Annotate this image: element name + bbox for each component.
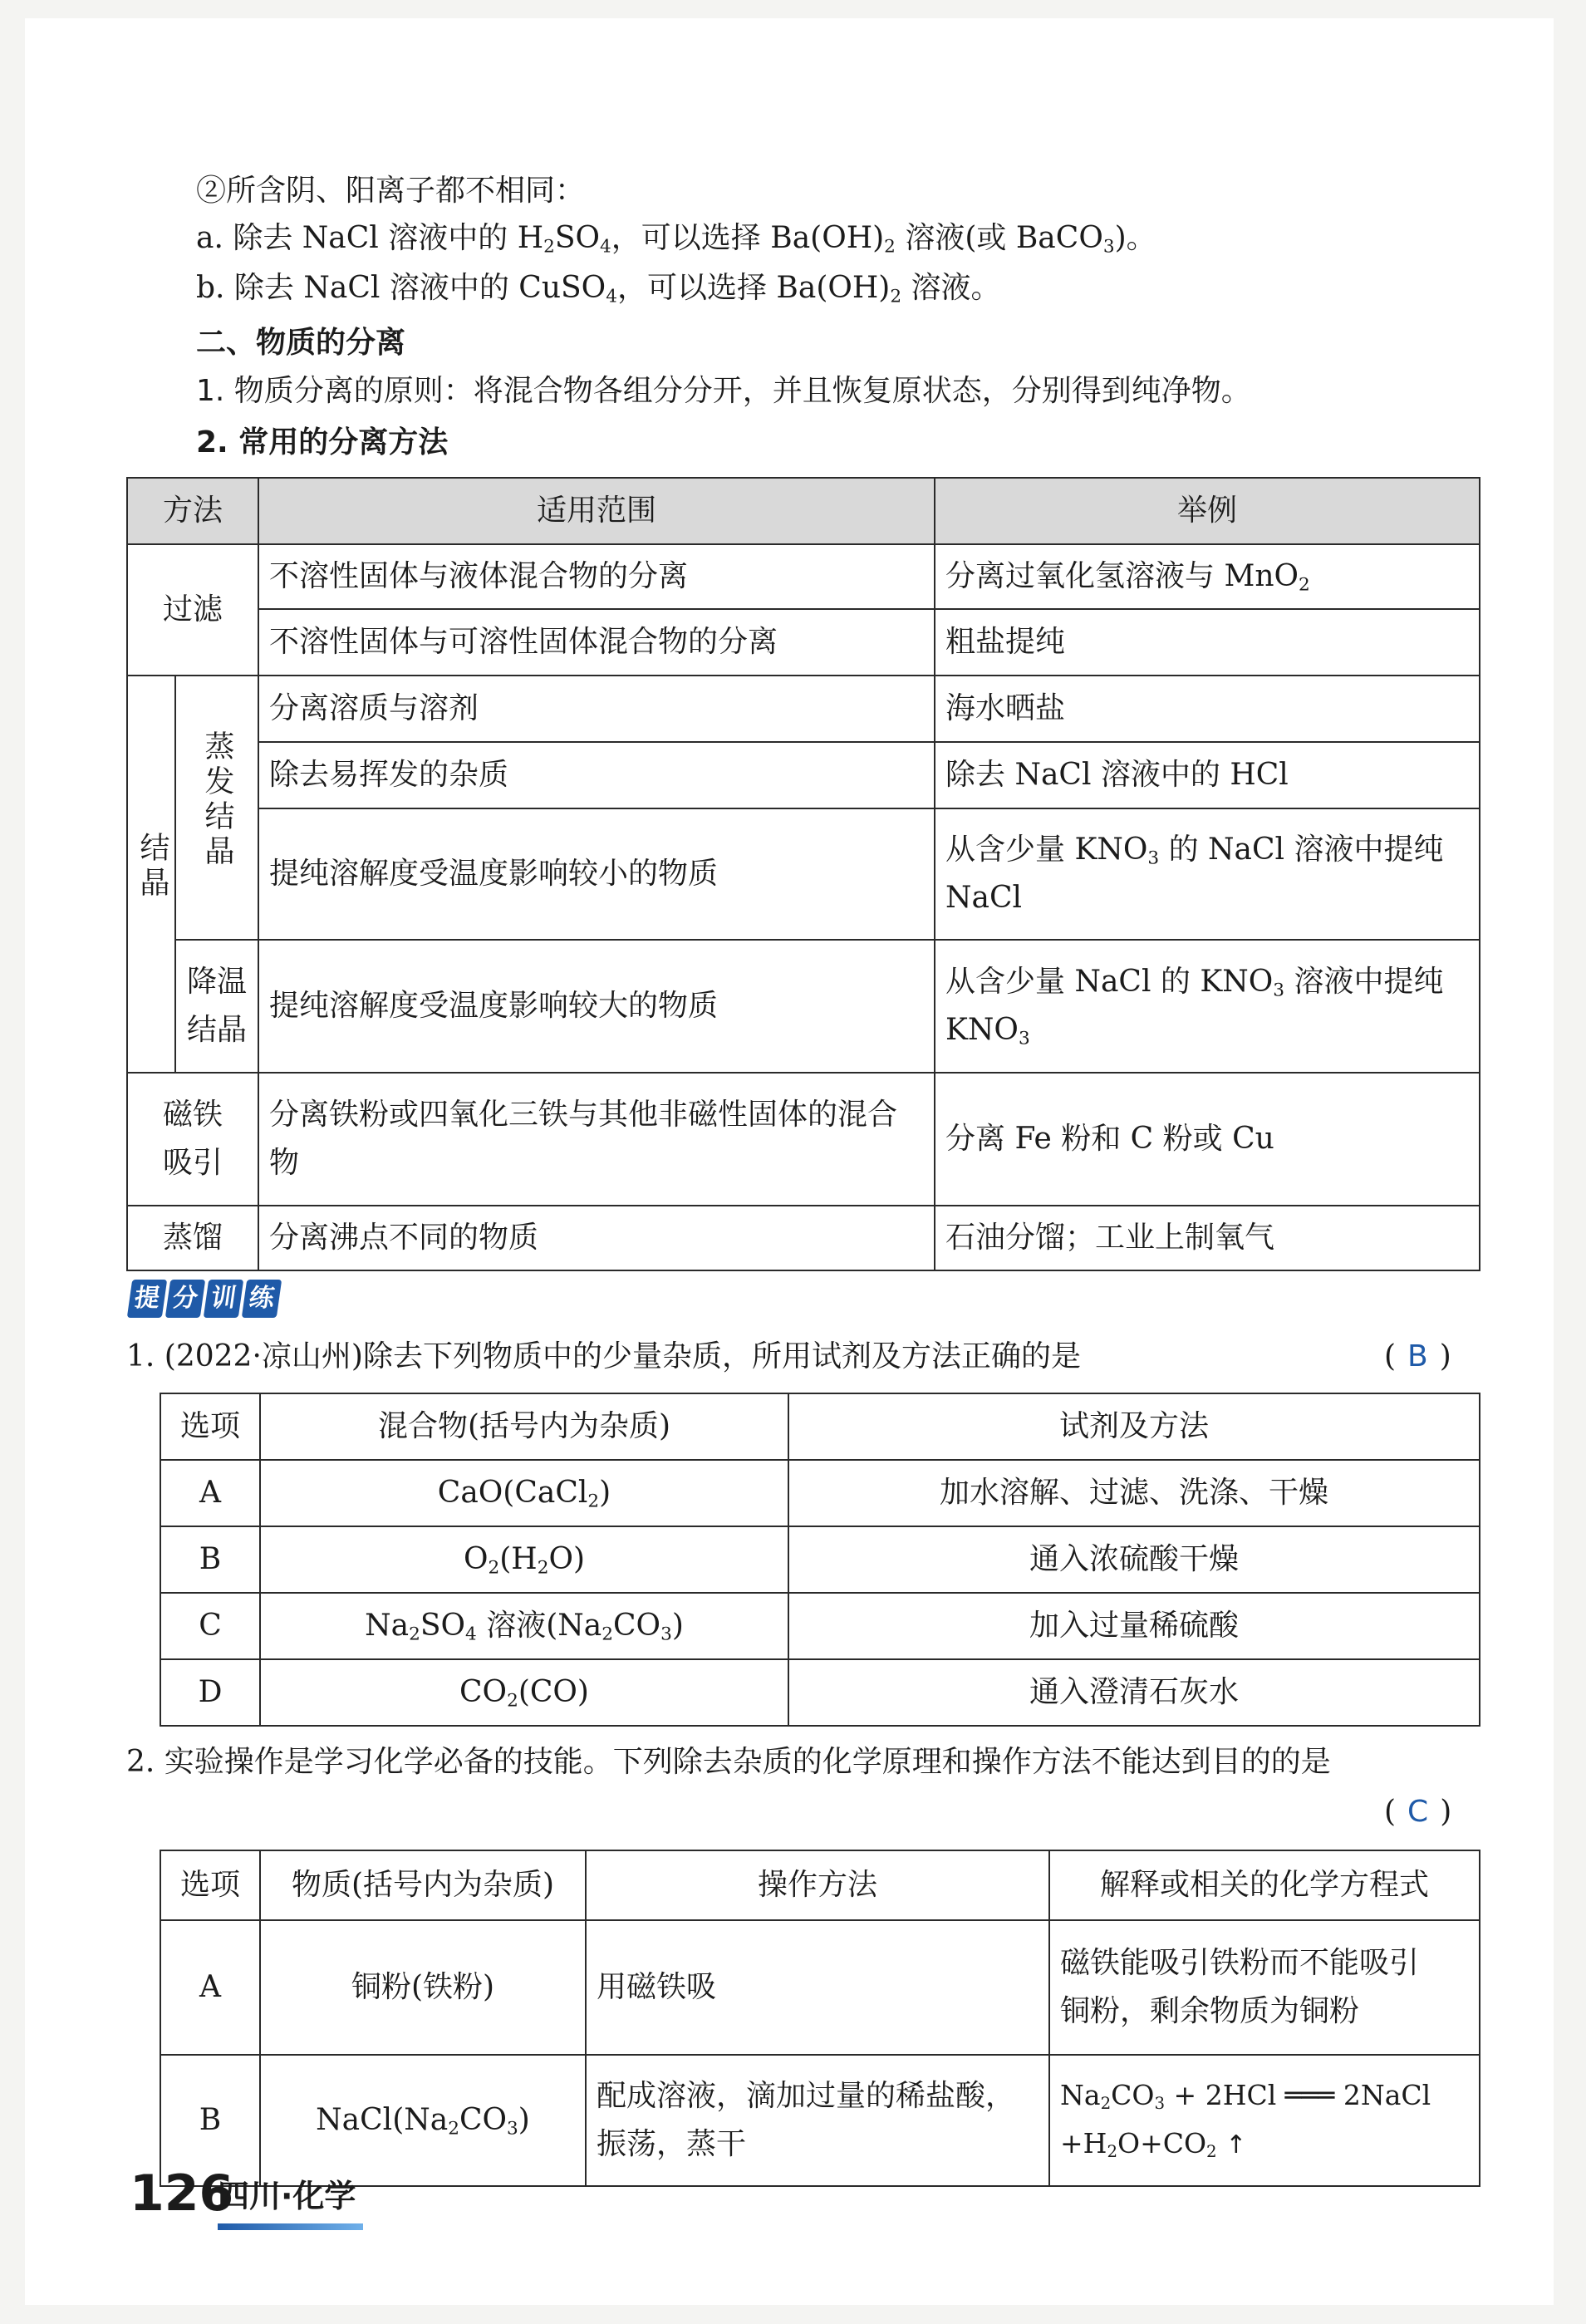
methods-title: 2. 常用的分离方法 <box>196 425 449 459</box>
mixture-cell: CaO(CaCl$_2$) <box>260 1460 788 1526</box>
method-magnetic: 磁铁吸引 <box>127 1073 258 1206</box>
table-row <box>127 1073 1480 1206</box>
header-option: 选项 <box>160 1393 260 1460</box>
table-header-row <box>127 478 1480 544</box>
option-cell: C <box>160 1593 260 1659</box>
badge-char: 训 <box>204 1280 243 1318</box>
arrow-up-icon: ↑ <box>1225 2130 1247 2159</box>
method-cell: 通入澄清石灰水 <box>788 1659 1480 1726</box>
question-1-text: 1. (2022·凉山州)除去下列物质中的少量杂质，所用试剂及方法正确的是 <box>126 1339 1081 1373</box>
header-method: 方法 <box>127 478 258 544</box>
example-cell: 除去 NaCl 溶液中的 HCl <box>935 742 1480 808</box>
table-header-row <box>160 1393 1480 1460</box>
example-cell: 分离过氧化氢溶液与 MnO$_2$ <box>935 544 1480 609</box>
question-2-text: 2. 实验操作是学习化学必备的技能。下列除去杂质的化学原理和操作方法不能达到目的的是 <box>126 1745 1331 1779</box>
header-explanation: 解释或相关的化学方程式 <box>1049 1850 1480 1920</box>
explanation-cell: 磁铁能吸引铁粉而不能吸引 铜粉，剩余物质为铜粉 <box>1049 1920 1480 2055</box>
table-row <box>127 940 1480 1073</box>
header-scope: 适用范围 <box>258 478 935 544</box>
operation-cell: 用磁铁吸 <box>586 1920 1049 2055</box>
method-cooling-crystallization: 降温结晶 <box>175 940 258 1073</box>
intro-line-b: b. 除去 NaCl 溶液中的 CuSO$_4$，可以选择 $Ba(OH)_2$ 溶液。 <box>196 271 1001 307</box>
section-title: 二、物质的分离 <box>196 326 406 360</box>
footer-underline <box>218 2223 363 2230</box>
method-filtration: 过滤 <box>127 544 258 676</box>
question-1-rows <box>160 1460 1480 1726</box>
example-cell: 分离 Fe 粉和 C 粉或 Cu <box>935 1073 1480 1206</box>
table-row <box>160 1460 1480 1526</box>
intro-line-a: a. 除去 NaCl 溶液中的 $H_2SO_4$，可以选择 $Ba(OH)_2$ 溶液(或 BaCO$_3$)。 <box>196 221 1156 258</box>
option-cell: A <box>160 1460 260 1526</box>
scope-cell: 分离铁粉或四氧化三铁与其他非磁性固体的混合物 <box>258 1073 935 1206</box>
scope-cell: 不溶性固体与可溶性固体混合物的分离 <box>258 609 935 676</box>
table-row <box>160 2055 1480 2186</box>
table-row <box>127 544 1480 609</box>
example-cell: 从含少量 $KNO_3$ 的 NaCl 溶液中提纯 NaCl <box>935 808 1480 940</box>
scope-cell: 提纯溶解度受温度影响较大的物质 <box>258 940 935 1073</box>
separation-methods-table <box>126 477 1480 1271</box>
separation-principle: 1. 物质分离的原则：将混合物各组分分开，并且恢复原状态，分别得到纯净物。 <box>196 374 1251 408</box>
method-distillation: 蒸馏 <box>127 1206 258 1270</box>
mixture-cell: $Na_2SO_4$ 溶液$(Na_2CO_3)$ <box>260 1593 788 1659</box>
method-cell: 通入浓硫酸干燥 <box>788 1526 1480 1593</box>
header-option: 选项 <box>160 1850 260 1920</box>
example-cell: 石油分馏；工业上制氧气 <box>935 1206 1480 1270</box>
scope-cell: 分离溶质与溶剂 <box>258 676 935 742</box>
scope-cell: 提纯溶解度受温度影响较小的物质 <box>258 808 935 940</box>
header-example: 举例 <box>935 478 1480 544</box>
practice-badge <box>130 1280 279 1321</box>
scope-cell: 除去易挥发的杂质 <box>258 742 935 808</box>
table-row <box>127 609 1480 676</box>
example-cell: 从含少量 NaCl 的 $KNO_3$ 溶液中提纯 $KNO_3$ <box>935 940 1480 1073</box>
scope-cell: 不溶性固体与液体混合物的分离 <box>258 544 935 609</box>
table-row <box>127 742 1480 808</box>
mixture-cell: $CO_2(CO)$ <box>260 1659 788 1726</box>
example-cell: 粗盐提纯 <box>935 609 1480 676</box>
table-row <box>160 1659 1480 1726</box>
table-row <box>160 1920 1480 2055</box>
intro-item2: ②所含阴、阳离子都不相同： <box>196 174 586 208</box>
header-substance: 物质(括号内为杂质) <box>260 1850 586 1920</box>
substance-cell: 铜粉(铁粉) <box>260 1920 586 2055</box>
table-row <box>127 676 1480 742</box>
badge-char: 分 <box>165 1280 205 1318</box>
badge-char: 提 <box>127 1280 167 1318</box>
option-cell: A <box>160 1920 260 2055</box>
header-mixture: 混合物(括号内为杂质) <box>260 1393 788 1460</box>
method-crystallization: 结晶 <box>127 676 175 1073</box>
operation-cell: 配成溶液，滴加过量的稀盐酸， 振荡，蒸干 <box>586 2055 1049 2186</box>
substance-cell: $NaCl(Na_2CO_3)$ <box>260 2055 586 2186</box>
question-1-answer: ( B ) <box>1384 1339 1451 1373</box>
table-row <box>160 1526 1480 1593</box>
header-method: 试剂及方法 <box>788 1393 1480 1460</box>
question-2-answer: ( C ) <box>1384 1795 1452 1829</box>
question-1-table <box>160 1393 1480 1727</box>
method-evaporation-crystallization: 蒸发结晶 <box>175 676 258 940</box>
option-cell: D <box>160 1659 260 1726</box>
explanation-cell: $Na_2CO_3 + 2HCl$ ═══ 2NaCl $+H_2O+CO_2$ ↑ <box>1049 2055 1480 2186</box>
header-operation: 操作方法 <box>586 1850 1049 1920</box>
mixture-cell: $O_2(H_2O)$ <box>260 1526 788 1593</box>
method-cell: 加水溶解、过滤、洗涤、干燥 <box>788 1460 1480 1526</box>
badge-char: 练 <box>242 1280 282 1318</box>
scope-cell: 分离沸点不同的物质 <box>258 1206 935 1270</box>
page-number: 126 <box>130 2164 234 2223</box>
table-row <box>127 808 1480 940</box>
table-row <box>160 1593 1480 1659</box>
question-2-table <box>160 1850 1480 2187</box>
footer-label: 四川·化学 <box>218 2178 356 2214</box>
option-cell: B <box>160 2055 260 2186</box>
option-cell: B <box>160 1526 260 1593</box>
table-row <box>127 1206 1480 1270</box>
table-header-row <box>160 1850 1480 1920</box>
method-cell: 加入过量稀硫酸 <box>788 1593 1480 1659</box>
example-cell: 海水晒盐 <box>935 676 1480 742</box>
